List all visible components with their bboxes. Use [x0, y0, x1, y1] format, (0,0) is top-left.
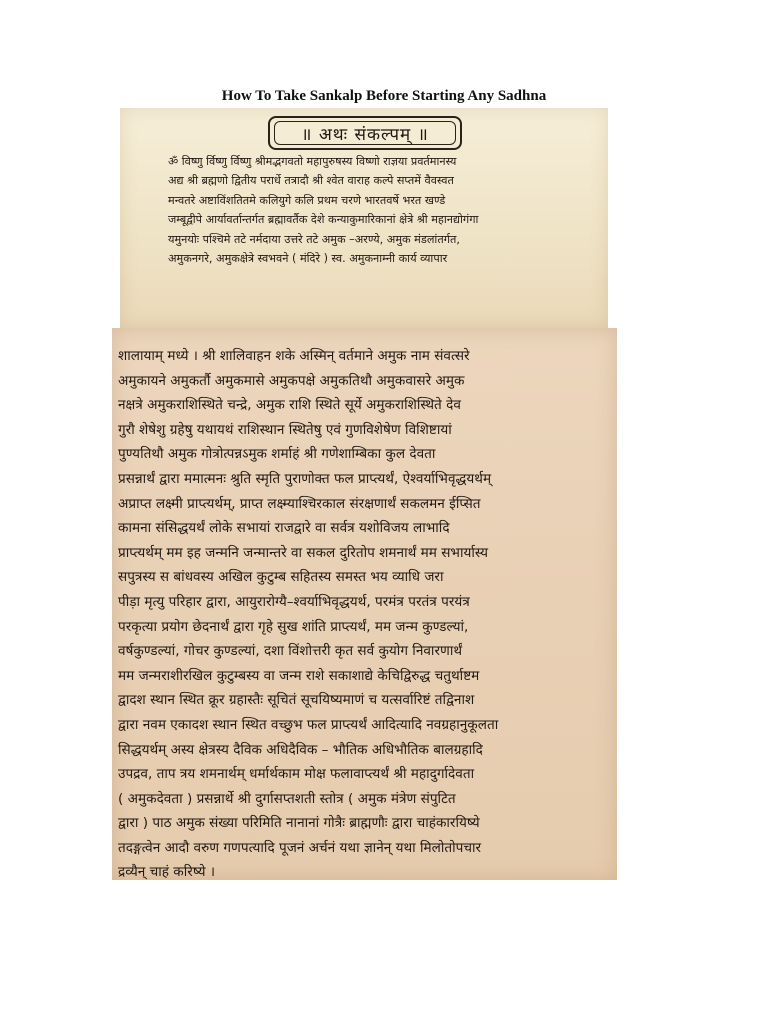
text-line: द्वादश स्थान स्थित क्रूर ग्रहास्तैः सूचितं सूचयिष्यमाणं च यत्सर्वारिष्टं तद्विनाश	[118, 692, 475, 709]
text-line: शालायाम् मध्ये । श्री शालिवाहन शके अस्मिन् वर्तमाने अमुक नाम संवत्सरे	[118, 348, 470, 364]
text-line: परकृत्या प्रयोग छेदनार्थं द्वारा गृहे सुख शांति प्राप्त्यर्थं, मम जन्म कुण्डल्यां,	[118, 618, 469, 635]
text-line: जम्बूद्वीपे आर्यावर्तान्तर्गत ब्रह्मावर्तैक देशे कन्याकुमारिकानां क्षेत्रे श्री महानद्योगंगा	[168, 213, 479, 227]
text-line: वर्षकुण्डल्यां, गोचर कुण्डल्यां, दशा विंशोत्तरी कृत सर्व कुयोग निवारणार्थं	[118, 643, 463, 660]
sankalp-title-box	[268, 116, 462, 150]
text-line: मम जन्मराशीरखिल कुटुम्बस्य वा जन्म राशे सकाशाद्ये केचिद्विरुद्ध चतुर्थाष्टम	[118, 667, 480, 684]
text-line: द्रव्यैन् चाहं करिष्ये ।	[118, 864, 216, 881]
text-line: यमुनयोः पश्चिमे तटे नर्मदाया उत्तरे तटे अमुक –अरण्ये, अमुक मंडलांतर्गत,	[168, 232, 460, 246]
text-line: अप्राप्त लक्ष्मी प्राप्त्यर्थम्, प्राप्त लक्ष्म्याश्चिरकाल संरक्षणार्थं सकलमन ईप्सित	[118, 495, 481, 512]
text-line: अद्य श्री ब्रह्मणो द्वितीय परार्धे तत्रादौ श्री श्वेत वाराह कल्पे सप्तमें वैवस्वत	[168, 174, 454, 188]
sankalp-title: ॥ अथः संकल्पम् ॥	[301, 124, 429, 145]
text-line: ( अमुकदेवता ) प्रसन्नार्थे श्री दुर्गासप्तशती स्तोत्र ( अमुक मंत्रेण संपुटित	[118, 790, 456, 807]
top-text-block	[168, 152, 598, 268]
text-line: द्वारा ) पाठ अमुक संख्या परिमिति नानानां गोत्रैः ब्राह्मणौः द्वारा चाहंकारयिष्ये	[118, 815, 480, 832]
text-line: सपुत्रस्य स बांधवस्य अखिल कुटुम्ब सहितस्य समस्त भय व्याधि जरा	[118, 569, 444, 586]
text-line: पीड़ा मृत्यु परिहार द्वारा, आयुरारोग्यै–श्वर्याभिवृद्धयर्थ, परमंत्र परतंत्र परयंत्र	[118, 593, 470, 610]
bottom-text-block	[118, 344, 612, 885]
text-line: पुण्यतिथौ अमुक गोत्रोत्पन्नऽमुक शर्माहं श्री गणेशाम्बिका कुल देवता	[118, 446, 436, 463]
text-line: अमुकायने अमुकर्तौ अमुकमासे अमुकपक्षे अमुकतिथौ अमुकवासरे अमुक	[118, 372, 465, 389]
text-line: उपद्रव, ताप त्रय शमनार्थम् धर्मार्थकाम मोक्ष फलावाप्त्यर्थं श्री महादुर्गादेवता	[118, 766, 475, 783]
text-line: मन्वतरे अष्टाविंशतितमे कलियुगे कलि प्रथम चरणे भारतवर्षे भरत खण्डे	[168, 193, 446, 207]
text-line: प्राप्त्यर्थम् मम इह जन्मनि जन्मान्तरे वा सकल दुरितोप शमनार्थं मम सभार्यास्य	[118, 544, 489, 561]
text-line: तदङ्गत्वेन आदौ वरुण गणपत्यादि पूजनं अर्चनं यथा ज्ञानेन् यथा मिलोतोपचार	[118, 839, 482, 856]
text-line: अमुकनगरे, अमुकक्षेत्रे स्वभवने ( मंदिरे ) स्व. अमुकनाम्नी कार्य व्यापार	[168, 251, 448, 265]
text-line: सिद्धयर्थम् अस्य क्षेत्रस्य दैविक अधिदैविक – भौतिक अधिभौतिक बालग्रहादि	[118, 741, 483, 758]
page-title: How To Take Sankalp Before Starting Any Sadhna	[221, 88, 547, 104]
text-line: ॐ विष्णु र्विष्णु र्विष्णु श्रीमद्भगवतो महापुरुषस्य विष्णो राज्ञया प्रवर्तमानस्य	[168, 155, 457, 168]
scan-image-bottom	[112, 328, 617, 880]
text-line: द्वारा नवम एकादश स्थान स्थित वच्छुभ फल प्राप्त्यर्थं आदित्यादि नवग्रहानुकूलता	[118, 716, 499, 733]
text-line: गुरौ शेषेशु ग्रहेषु यथायथं राशिस्थान स्थितेषु एवं गुणविशेषेण विशिष्टायां	[118, 421, 452, 438]
scan-image-top	[120, 108, 608, 328]
text-line: कामना संसिद्धयर्थं लोके सभायां राजद्वारे वा सर्वत्र यशोविजय लाभादि	[118, 520, 450, 537]
text-line: नक्षत्रे अमुकराशिस्थिते चन्द्रे, अमुक राशि स्थिते सूर्ये अमुकराशिस्थिते देव	[118, 397, 461, 414]
text-line: प्रसन्नार्थं द्वारा ममात्मनः श्रुति स्मृति पुराणोक्त फल प्राप्त्यर्थं, ऐश्वर्याभिवृद्धयर्थम्	[118, 470, 492, 487]
